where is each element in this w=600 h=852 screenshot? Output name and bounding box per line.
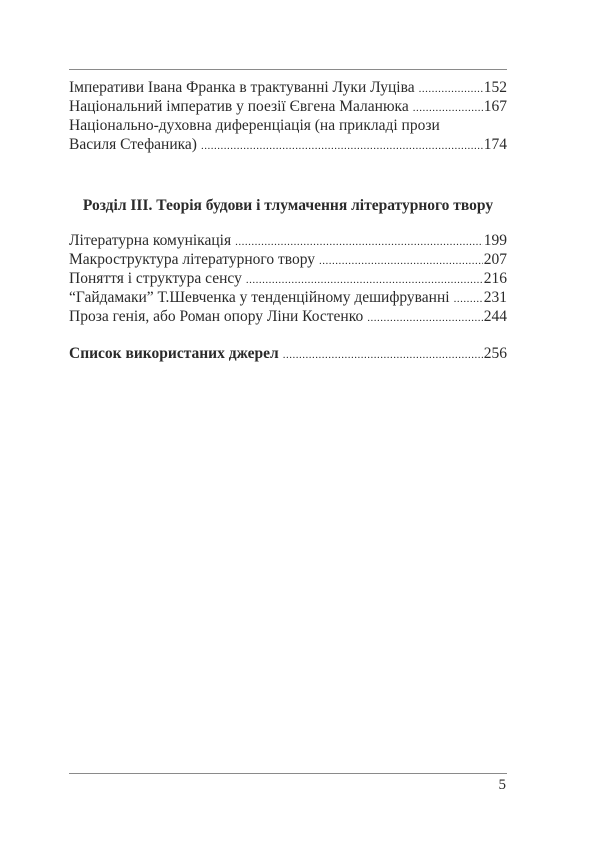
entry-title: Імперативи Івана Франка в трактуванні Луки Луціва <box>69 79 415 96</box>
entry-page: 256 <box>483 345 507 362</box>
toc-entry[interactable] <box>69 97 507 116</box>
top-rule <box>69 69 507 70</box>
entry-page: 244 <box>483 308 507 325</box>
entry-title: Василя Стефаника) <box>69 136 197 153</box>
toc-entry-bibliography[interactable] <box>69 344 507 363</box>
toc-entry[interactable] <box>69 269 507 288</box>
toc-entry[interactable] <box>69 78 507 97</box>
entry-title: Поняття і структура сенсу <box>69 270 242 287</box>
entry-page: 207 <box>483 251 507 268</box>
entry-title: Список використаних джерел <box>69 345 279 362</box>
entry-title: Національний імператив у поезії Євгена Маланюка <box>69 98 409 115</box>
entry-title: Літературна комунікація <box>69 232 232 249</box>
entry-page: 231 <box>483 289 507 306</box>
entry-title: Національно-духовна диференціація (на прикладі прози <box>69 117 440 134</box>
toc-entry[interactable] <box>69 135 507 154</box>
dot-leader <box>201 137 483 156</box>
toc-entry[interactable] <box>69 231 507 250</box>
entry-page: 152 <box>483 79 507 96</box>
entry-page: 216 <box>483 270 507 287</box>
entry-page: 167 <box>483 98 507 115</box>
entry-title: Проза генія, або Роман опору Ліни Костенко <box>69 308 364 325</box>
toc-entry[interactable] <box>69 307 507 326</box>
section-heading: Розділ III. Теорія будови і тлумачення літературного твору <box>82 197 494 214</box>
dot-leader <box>367 309 483 328</box>
bottom-rule <box>69 773 507 774</box>
entry-title: “Гайдамаки” Т.Шевченка у тенденційному дешифруванні <box>69 289 450 306</box>
entry-page: 199 <box>483 232 507 249</box>
page-number: 5 <box>498 777 506 793</box>
entry-page: 174 <box>483 136 507 153</box>
toc-entry[interactable] <box>69 250 507 269</box>
toc-entry-line1[interactable] <box>69 116 507 135</box>
dot-leader <box>283 346 483 365</box>
entry-title: Макроструктура літературного твору <box>69 251 316 268</box>
toc-entry[interactable] <box>69 288 507 307</box>
